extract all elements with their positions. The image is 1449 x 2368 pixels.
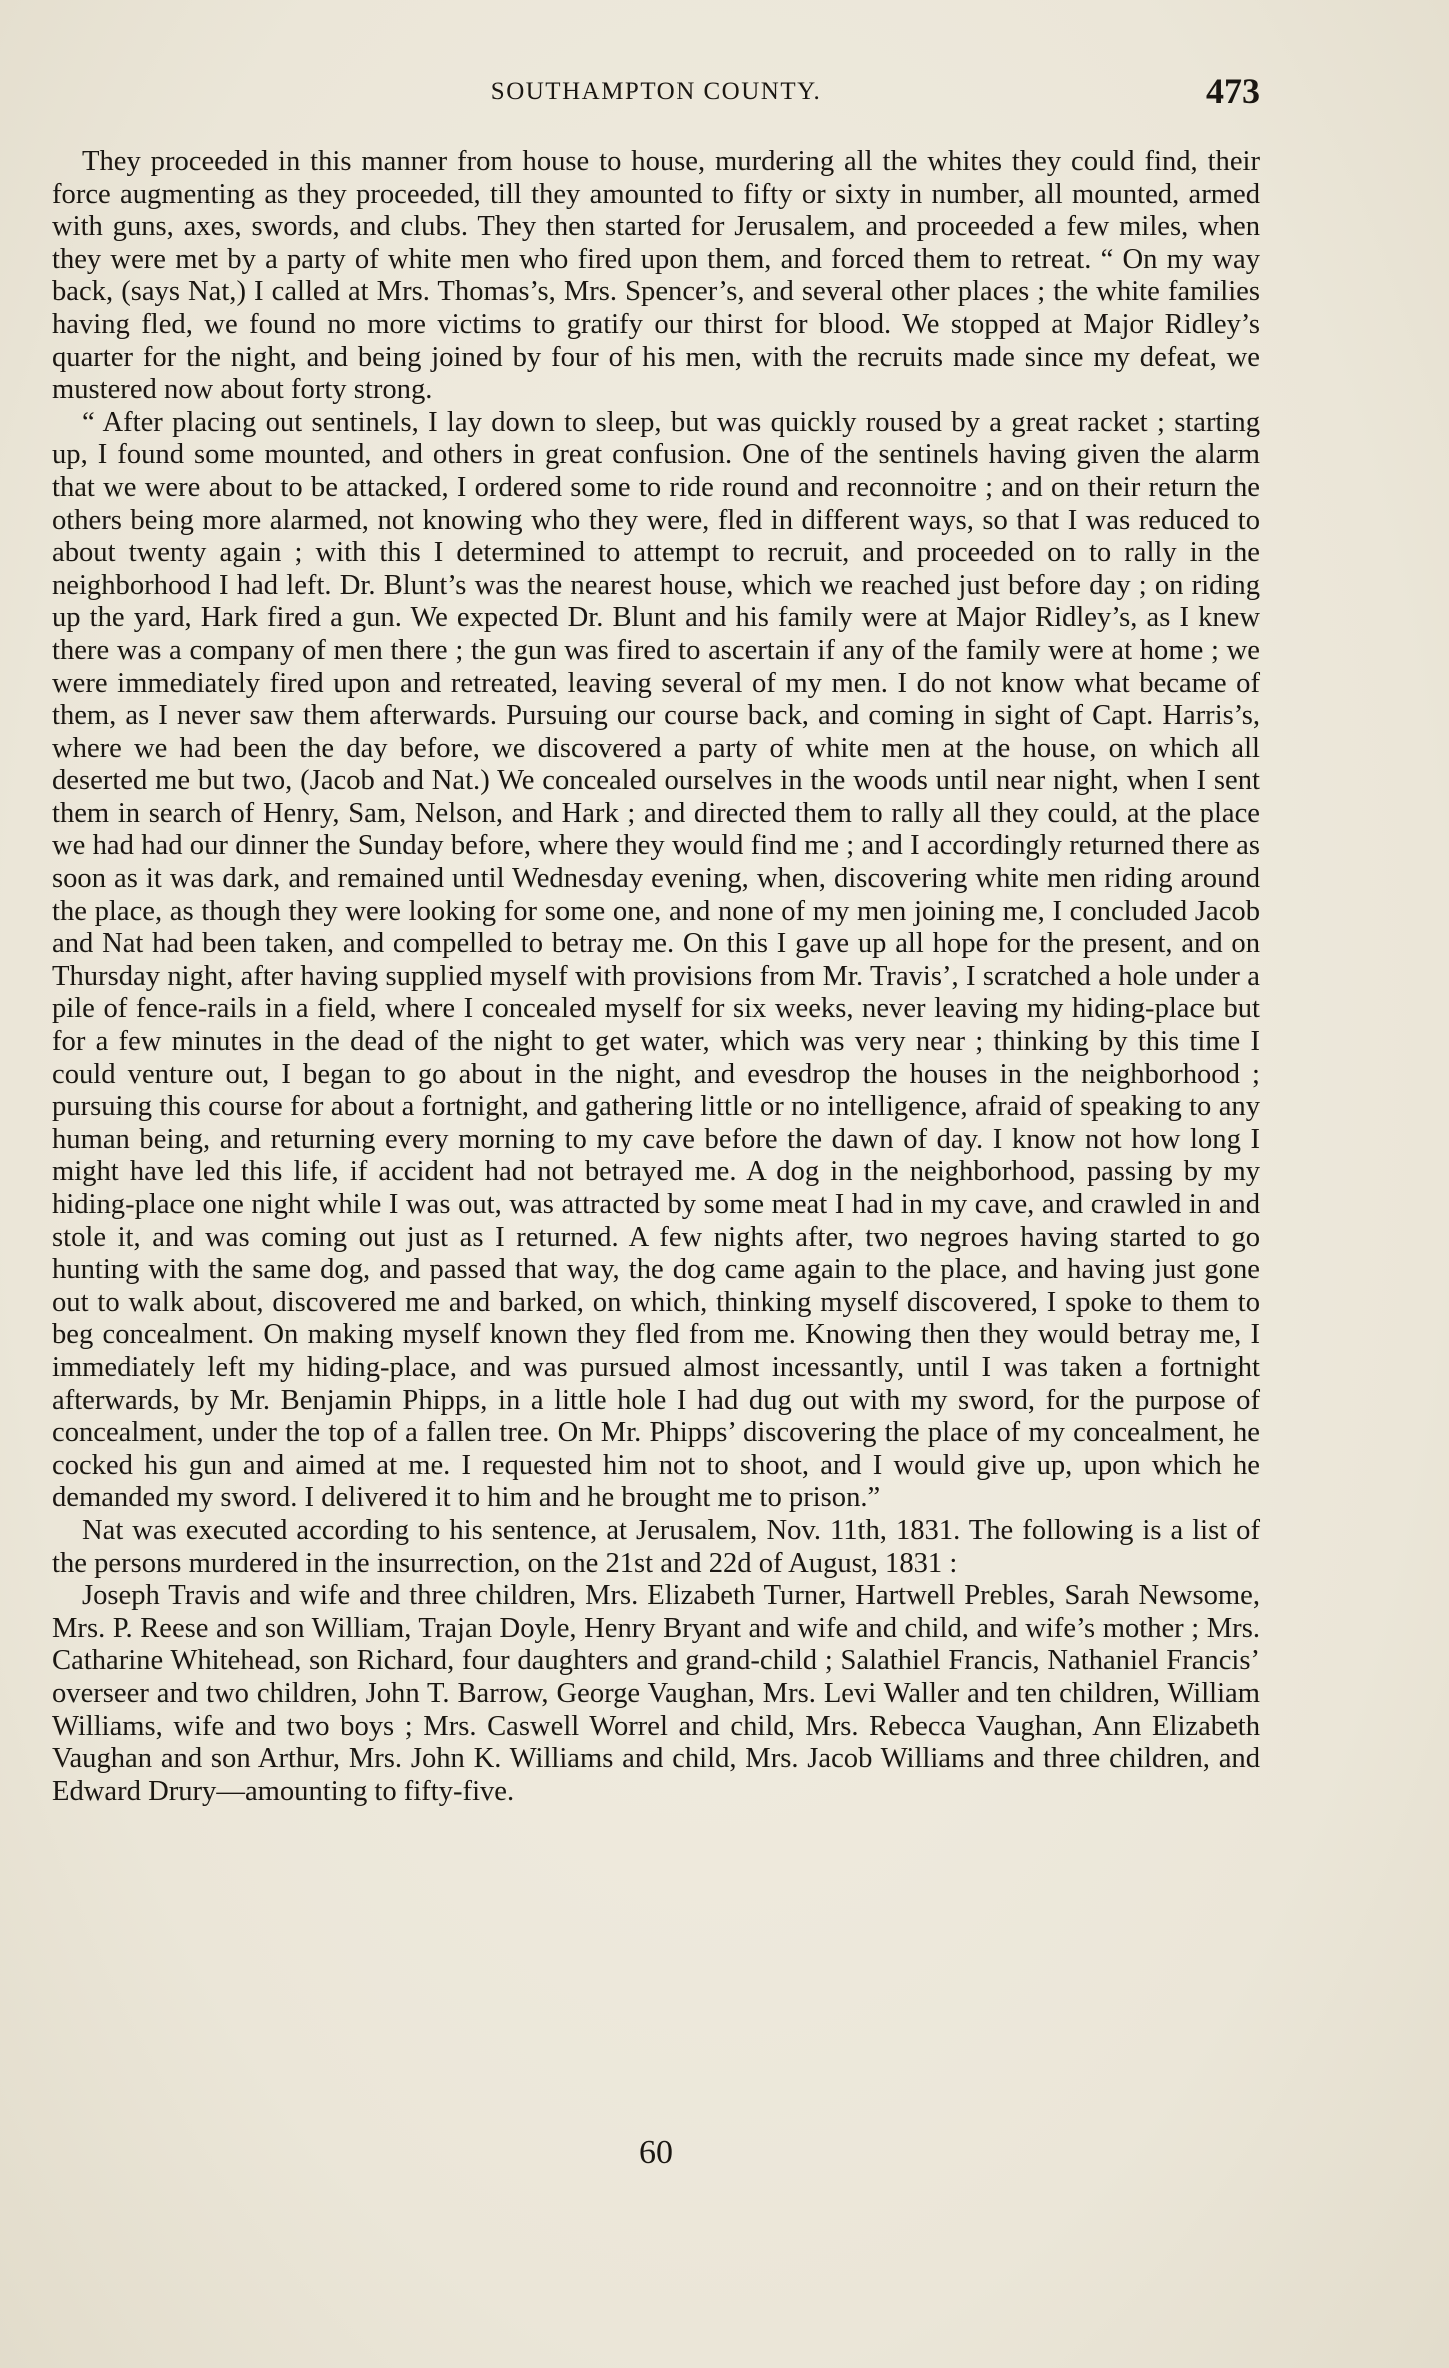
page-number: 473 (1206, 71, 1260, 111)
page-header (52, 70, 1260, 120)
body-text (52, 146, 1260, 1808)
signature-mark: 60 (639, 2134, 673, 2171)
paragraph-confession: “ After placing out sentinels, I lay down to sleep, but was quickly roused by a great racket ; starting up, I found some mounted, and others in great confusion. One of the sentinels having given the alarm that we were about to be attacked, I ordered some to ride round and reconnoitre ; and on their return the others being more alarmed, not knowing who they were, fled in different ways, so that I was reduced to about twenty again ; with this I determined to attempt to recruit, and proceeded on to rally in the neighborhood I had left. Dr. Blunt’s was the nearest house, which we reached just before day ; on riding up the yard, Hark fired a gun. We expected Dr. Blunt and his family were at Major Ridley’s, as I knew there was a company of men there ; the gun was fired to ascertain if any of the family were at home ; we were immediately fired upon and retreated, leaving several of my men. I do not know what became of them, as I never saw them afterwards. Pursuing our course back, and coming in sight of Capt. Harris’s, where we had been the day before, we discovered a party of white men at the house, on which all deserted me but two, (Jacob and Nat.) We concealed ourselves in the woods until near night, when I sent them in search of Henry, Sam, Nelson, and Hark ; and directed them to rally all they could, at the place we had had our dinner the Sunday before, where they would find me ; and I accordingly returned there as soon as it was dark, and remained until Wednesday evening, when, discovering white men riding around the place, as though they were looking for some one, and none of my men joining me, I concluded Jacob and Nat had been taken, and compelled to betray me. On this I gave up all hope for the present, and on Thursday night, after having supplied myself with provisions from Mr. Travis’, I scratched a hole under a pile of fence-rails in a field, where I concealed myself for six weeks, never leaving my hiding-place but for a few minutes in the dead of the night to get water, which was very near ; thinking by this time I could venture out, I began to go about in the night, and evesdrop the houses in the neighborhood ; pursuing this course for about a fortnight, and gathering little or no intelligence, afraid of speaking to any human being, and returning every morning to my cave before the dawn of day. I know not how long I might have led this life, if accident had not betrayed me. A dog in the neighborhood, passing by my hiding-place one night while I was out, was attracted by some meat I had in my cave, and crawled in and stole it, and was coming out just as I returned. A few nights after, two negroes having started to go hunting with the same dog, and passed that way, the dog came again to the place, and having just gone out to walk about, discovered me and barked, on which, thinking myself discovered, I spoke to them to beg concealment. On making myself known they fled from me. Knowing then they would betray me, I immediately left my hiding-place, and was pursued almost incessantly, until I was taken a fortnight afterwards, by Mr. Benjamin Phipps, in a little hole I had dug out with my sword, for the purpose of concealment, under the top of a fallen tree. On Mr. Phipps’ discovering the place of my concealment, he cocked his gun and aimed at me. I requested him not to shoot, and I would give up, upon which he demanded my sword. I delivered it to him and he brought me to prison.” (52, 406, 1260, 1514)
paragraph-victims-list: Joseph Travis and wife and three children, Mrs. Elizabeth Turner, Hartwell Prebles, Sarah Newsome, Mrs. P. Reese and son William, Trajan Doyle, Henry Bryant and wife and child, and wife’s mother ; Mrs. Catharine Whitehead, son Richard, four daughters and grand-child ; Salathiel Francis, Nathaniel Francis’ overseer and two children, John T. Barrow, George Vaughan, Mrs. Levi Waller and ten children, William Williams, wife and two boys ; Mrs. Caswell Worrel and child, Mrs. Rebecca Vaughan, Ann Elizabeth Vaughan and son Arthur, Mrs. John K. Williams and child, Mrs. Jacob Williams and three children, and Edward Drury—amounting to fifty-five. (52, 1580, 1260, 1807)
paragraph-retreat: They proceeded in this manner from house to house, murdering all the whites they could find, their force augmenting as they proceeded, till they amounted to fifty or sixty in number, all mounted, armed with guns, axes, swords, and clubs. They then started for Jerusalem, and proceeded a few miles, when they were met by a party of white men who fired upon them, and forced them to retreat. “ On my way back, (says Nat,) I called at Mrs. Thomas’s, Mrs. Spencer’s, and several other places ; the white families having fled, we found no more victims to gratify our thirst for blood. We stopped at Major Ridley’s quarter for the night, and being joined by four of his men, with the recruits made since my defeat, we mustered now about forty strong. (52, 146, 1260, 406)
paragraph-execution: Nat was executed according to his sentence, at Jerusalem, Nov. 11th, 1831. The following is a list of the persons murdered in the insurrection, on the 21st and 22d of August, 1831 : (52, 1514, 1260, 1579)
running-head: SOUTHAMPTON COUNTY. (490, 78, 822, 105)
